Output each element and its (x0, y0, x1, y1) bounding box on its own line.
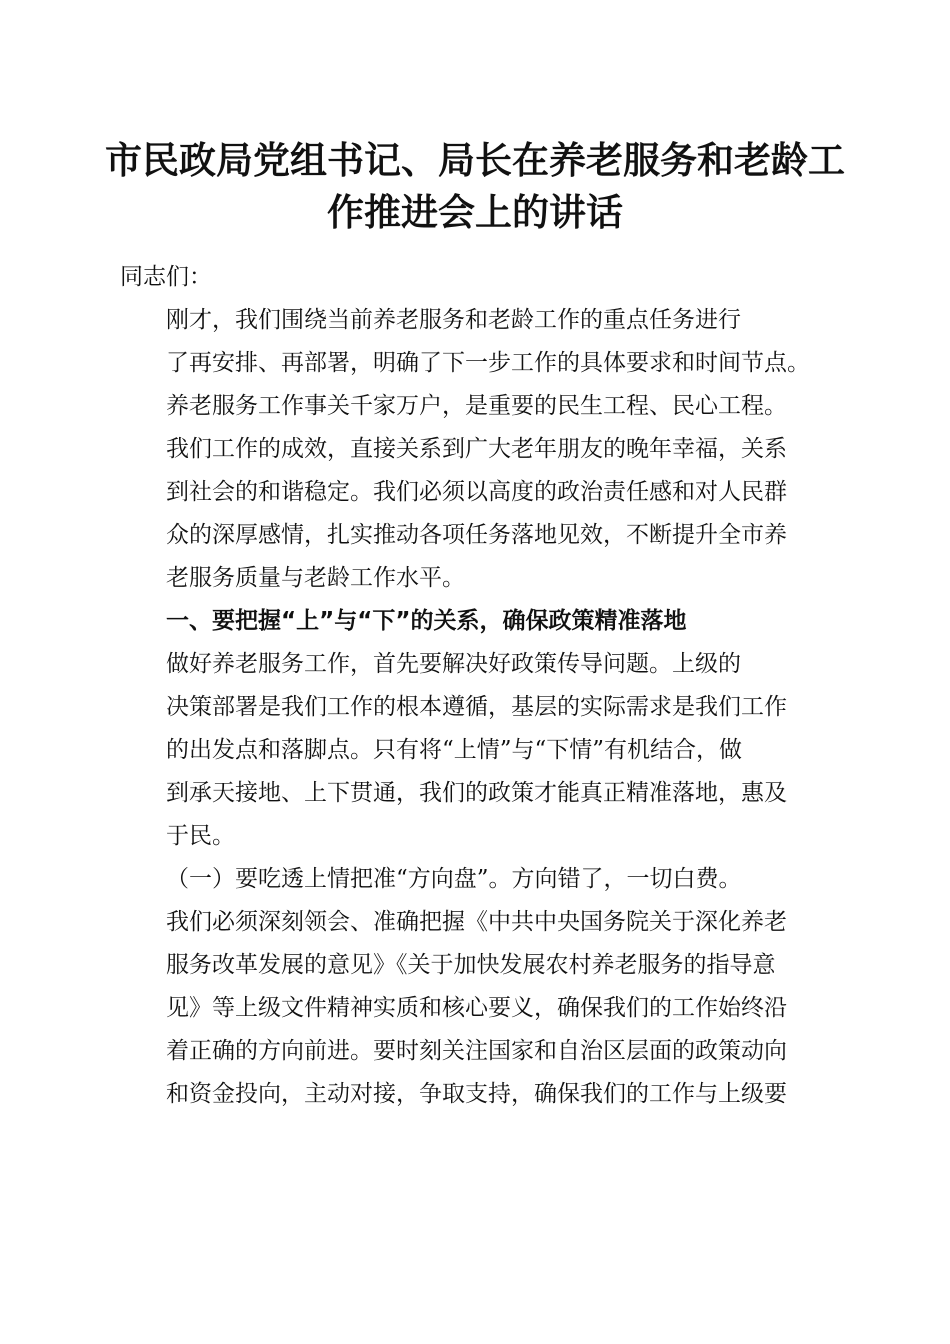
paragraph-line: 养老服务工作事关千家万户，是重要的民生工程、民心工程。 (166, 393, 787, 419)
paragraph-line: 了再安排、再部署，明确了下一步工作的具体要求和时间节点。 (166, 350, 810, 376)
paragraph-section-1 (120, 643, 832, 858)
title-line-1: 市民政局党组书记、局长在养老服务和老龄工 (105, 138, 845, 182)
paragraph-line: 的出发点和落脚点。只有将“上情”与“下情”有机结合，做 (166, 737, 743, 763)
paragraph-line: 老服务质量与老龄工作水平。 (166, 565, 465, 591)
paragraph-line: 着正确的方向前进。要时刻关注国家和自治区层面的政策动向 (166, 1038, 787, 1064)
paragraph-line: 服务改革发展的意见》《关于加快发展农村养老服务的指导意 (166, 952, 776, 978)
document-title (95, 134, 855, 238)
paragraph-line: 和资金投向，主动对接，争取支持，确保我们的工作与上级要 (166, 1081, 787, 1107)
paragraph-line: （一）要吃透上情把准“方向盘”。方向错了，一切白费。 (166, 866, 742, 892)
paragraph-line: 决策部署是我们工作的根本遵循，基层的实际需求是我们工作 (166, 694, 787, 720)
paragraph-line: 众的深厚感情，扎实推动各项任务落地见效，不断提升全市养 (166, 522, 787, 548)
paragraph-line: 做好养老服务工作，首先要解决好政策传导问题。上级的 (166, 651, 741, 677)
salutation (120, 256, 832, 299)
paragraph-line: 我们工作的成效，直接关系到广大老年朋友的晚年幸福，关系 (166, 436, 787, 462)
paragraph-line: 我们必须深刻领会、准确把握《中共中央国务院关于深化养老 (166, 909, 787, 935)
paragraph-intro (120, 299, 832, 600)
document-body (120, 256, 832, 1116)
paragraph-line: 到承天接地、上下贯通，我们的政策才能真正精准落地，惠及 (166, 780, 787, 806)
paragraph-line: 于民。 (166, 823, 235, 849)
title-line-2: 作推进会上的讲话 (327, 190, 623, 234)
section-heading-text: 一、要把握“上”与“下”的关系，确保政策精准落地 (166, 608, 687, 634)
paragraph-line: 到社会的和谐稳定。我们必须以高度的政治责任感和对人民群 (166, 479, 787, 505)
paragraph-line: 刚才，我们围绕当前养老服务和老龄工作的重点任务进行 (166, 307, 741, 333)
paragraph-line: 见》等上级文件精神实质和核心要义，确保我们的工作始终沿 (166, 995, 787, 1021)
paragraph-subsection-1 (120, 858, 832, 1116)
salutation-text: 同志们： (120, 264, 212, 290)
section-heading-1 (120, 600, 832, 643)
